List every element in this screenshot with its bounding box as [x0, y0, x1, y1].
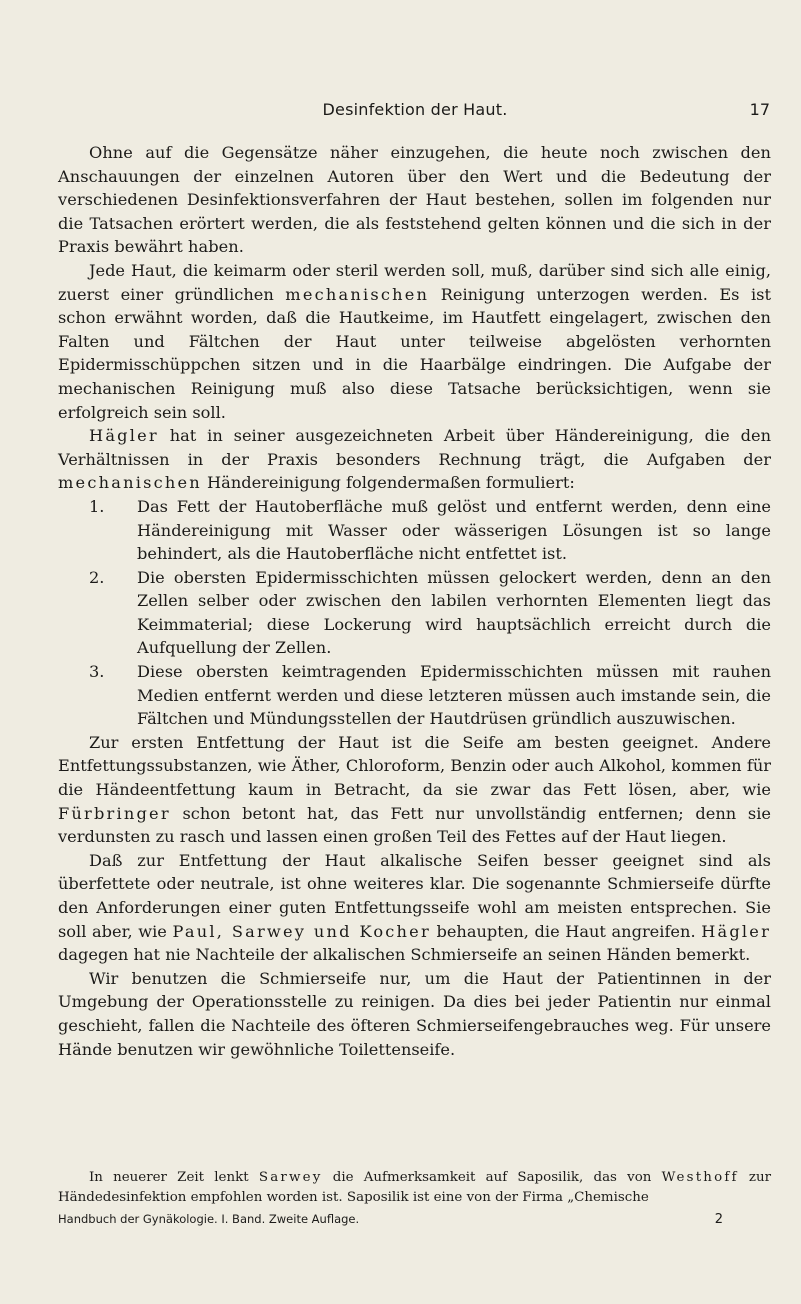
page-number: 17: [749, 100, 770, 119]
p2-text-a: Jede Haut, die keimarm oder steril werden soll, muß, darüber sind sich alle einig, zuerst einer gründlichen: [58, 260, 771, 304]
list-text: Die obersten Epidermisschichten müssen gelockert werden, denn an den Zellen selber oder zwischen den labilen verhornten Elementen liegt das Keimmaterial; diese Lockerung wird hauptsächlich erreicht durch die Aufquellung der Zellen.: [137, 567, 771, 658]
paragraph-5: [58, 849, 771, 967]
p3-text-a: hat in seiner ausgezeichneten Arbeit über Händereinigung, die den Verhältnissen in der Praxis besonders Rechnung trägt, die Aufgaben der: [58, 426, 771, 469]
p5-text-c: dagegen hat nie Nachteile der alkalischen Schmierseife an seinen Händen bemerkt.: [58, 945, 751, 965]
list-item: [89, 566, 771, 660]
signature-mark: 2: [714, 1212, 723, 1227]
running-header: [60, 100, 770, 124]
footnote-author: Sarwey: [258, 1170, 323, 1185]
p3-emphasis: mechanischen: [58, 473, 202, 493]
p2-emphasis: mechanischen: [285, 284, 430, 304]
paragraph-6: Wir benutzen die Schmierseife nur, um die Haut der Patientinnen in der Umgebung der Operationsstelle zu reinigen. Da dies bei jeder Patientin nur einmal geschieht, fallen die Nachteile des öfteren Schmierseifengebrauches weg. Für unsere Hände benutzen wir gewöhnliche Toilettenseife.: [58, 968, 771, 1059]
list-number: 1.: [89, 496, 105, 516]
author-name: Hägler: [89, 426, 159, 446]
footnote-text-b: die Aufmerksamkeit auf Saposilik, das von: [332, 1170, 652, 1185]
p4-text-a: Zur ersten Entfettung der Haut ist die Seife am besten geeignet. Andere Entfettungssubstanzen, wie Äther, Chloroform, Benzin oder auch Alkohol, kommen für die Händeentfettung kaum in Betracht, da sie zwar das Fett lösen, aber, wie: [58, 732, 771, 800]
paragraph-2: [58, 259, 771, 424]
author-names: Paul, Sarwey und Kocher: [172, 921, 431, 941]
p2-text-b: Reinigung unterzogen werden. Es ist schon erwähnt worden, daß die Hautkeime, im Hautfett eingelagert, zwischen den Falten und Fältchen der Haut unter teilweise abgelösten verhornten Epidermisschüppchen sitzen und in die Haarbälge eindringen. Die Aufgabe der mechanischen Reinigung muß also diese Tatsache berücksichtigen, wenn sie erfolgreich sein soll.: [58, 284, 771, 422]
footnote-text-a: In neuerer Zeit lenkt: [89, 1170, 249, 1185]
paragraph-3: [58, 424, 771, 495]
body-text: [58, 141, 771, 1061]
imprint-line: [58, 1212, 771, 1226]
p5-text-b: behaupten, die Haut angreifen.: [436, 921, 696, 941]
p5-text-a: Daß zur Entfettung der Haut alkalische Seifen besser geeignet sind als überfettete oder neutrale, ist ohne weiteres klar. Die sogenannte Schmierseife dürfte den Anforderungen einer guten Entfettungsseife wohl am meisten entsprechen. Sie soll aber, wie: [58, 850, 771, 941]
list-number: 2.: [89, 567, 105, 587]
numbered-list: [58, 495, 771, 731]
p3-text-b: Händereinigung folgendermaßen formuliert:: [207, 473, 575, 493]
footnote-author: Westhoff: [661, 1170, 739, 1185]
footnote-text-c: zur Händedesinfektion empfohlen worden ist. Saposilik ist eine von der Firma „Chemische: [58, 1170, 771, 1205]
footnote: [58, 1168, 771, 1208]
p4-text-b: schon betont hat, das Fett nur unvollständig entfernen; denn sie verdunsten zu rasch und lassen einen großen Teil des Fettes auf der Haut liegen.: [58, 803, 771, 847]
list-number: 3.: [89, 662, 105, 682]
author-name: Hägler: [701, 921, 772, 941]
list-item: [89, 495, 771, 566]
paragraph-1: Ohne auf die Gegensätze näher einzugehen, die heute noch zwischen den Anschauungen der einzelnen Autoren über den Wert und die Bedeutung der verschiedenen Desinfektionsverfahren der Haut bestehen, sollen im folgenden nur die Tatsachen erörtert werden, die als feststehend gelten können und die sich in der Praxis bewährt haben.: [58, 143, 771, 257]
list-text: Diese obersten keimtragenden Epidermisschichten müssen mit rauhen Medien entfernt werden und diese letzteren müssen auch imstande sein, die Fältchen und Mündungsstellen der Hautdrüsen gründlich auszuwischen.: [137, 662, 771, 729]
author-name: Fürbringer: [58, 803, 171, 823]
header-title: Desinfektion der Haut.: [322, 100, 508, 119]
list-text: Das Fett der Hautoberfläche muß gelöst und entfernt werden, denn eine Händereinigung mit Wasser oder wässerigen Lösungen ist so lange behindert, als die Hautoberfläche nicht entfettet ist.: [137, 496, 771, 564]
paragraph-4: [58, 731, 771, 849]
list-item: [89, 660, 771, 731]
imprint-text: Handbuch der Gynäkologie. I. Band. Zweite Auflage.: [58, 1212, 360, 1226]
